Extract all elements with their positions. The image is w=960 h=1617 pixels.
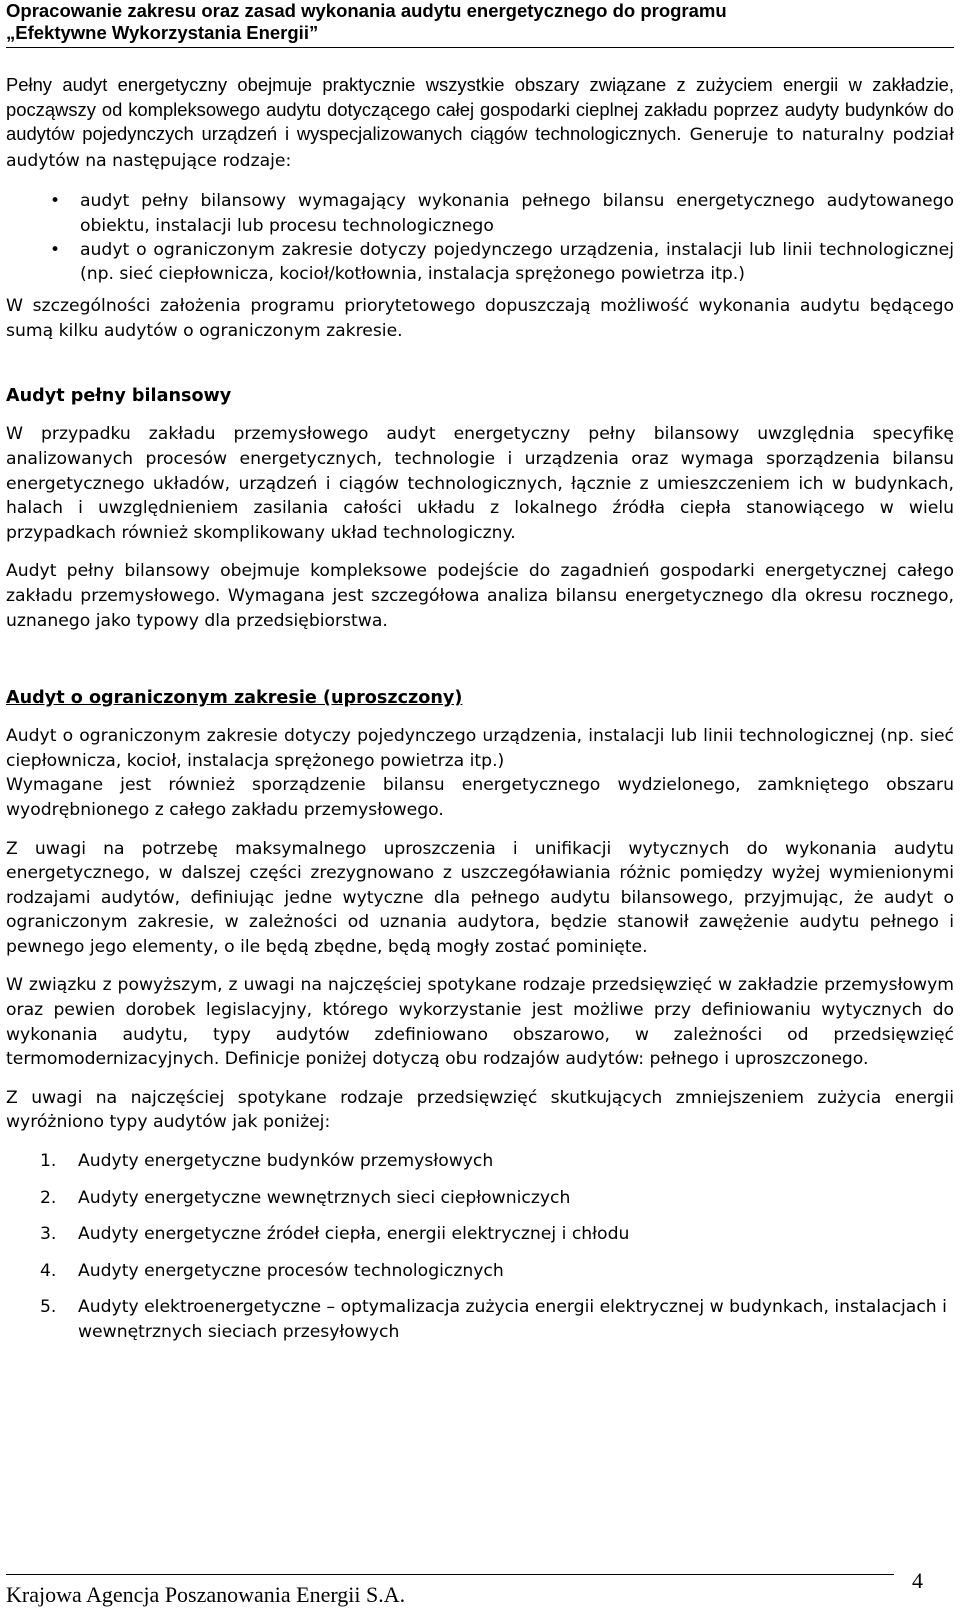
audit-type-bullet-list — [6, 189, 954, 286]
section-heading-full-audit: Audyt pełny bilansowy — [6, 386, 232, 407]
running-header — [6, 0, 954, 44]
document-body — [6, 63, 954, 1345]
list-item-text: Audyty energetyczne budynków przemysłowych — [78, 1151, 494, 1172]
footer-organization: Krajowa Agencja Poszanowania Energii S.A. — [6, 1582, 406, 1607]
list-item-number: 1. — [40, 1151, 57, 1172]
section-heading-limited-audit: Audyt o ograniczonym zakresie (uproszczony) — [6, 688, 463, 709]
numbered-list-item — [6, 1222, 954, 1247]
list-item-text: Audyty elektroenergetyczne – optymalizacja zużycia energii elektrycznej w budynkach, instalacjach i wewnętrznych sieciach przesyłowych — [78, 1297, 947, 1342]
list-item-number: 3. — [40, 1224, 57, 1245]
full-audit-paragraph-2: Audyt pełny bilansowy obejmuje kompleksowe podejście do zagadnień gospodarki energetycznej całego zakładu przemysłowego. Wymagana jest szczegółowa analiza bilansu energetycznego dla okresu rocznego, uznanego jako typowy dla przedsiębiorstwa. — [6, 561, 954, 631]
intro-paragraph-part-1: Pełny audyt energetyczny obejmuje praktycznie wszystkie obszary związane z zużyciem energii w zakładzie, począwszy od kompleksowego audytu dotyczącego całej gospodarki cieplnej zakładu poprzez audyty budynków do audytów pojedynczych urządzeń i wyspecjalizowanych ciągów technologicznych. — [6, 74, 954, 145]
list-item-number: 4. — [40, 1260, 57, 1281]
list-item-number: 2. — [40, 1187, 57, 1208]
audit-types-numbered-list — [6, 1149, 954, 1345]
numbered-list-item — [6, 1295, 954, 1344]
numbered-list-item — [6, 1186, 954, 1211]
list-item-text: Audyty energetyczne źródeł ciepła, energii elektrycznej i chłodu — [78, 1224, 630, 1245]
list-item-text: Audyty energetyczne wewnętrznych sieci ciepłowniczych — [78, 1187, 571, 1208]
header-divider — [6, 47, 954, 48]
limited-audit-paragraph-4: Z uwagi na najczęściej spotykane rodzaje przedsięwzięć skutkujących zmniejszeniem zużycia energii wyróżniono typy audytów jak poniżej: — [6, 1087, 954, 1133]
list-item-number: 5. — [40, 1297, 57, 1318]
bullet-item-full-audit: • audyt pełny bilansowy wymagający wykonania pełnego bilansu energetycznego audytowanego obiektu, instalacji lub procesu technologicznego — [6, 189, 954, 237]
limited-audit-paragraph-1a: Audyt o ograniczonym zakresie dotyczy pojedynczego urządzenia, instalacji lub linii technologicznej (np. sieć ciepłownicza, kocioł, instalacja sprężonego powietrza itp.) — [6, 726, 954, 771]
limited-audit-paragraph-2: Z uwagi na potrzebę maksymalnego uproszczenia i unifikacji wytycznych do wykonania audytu energetycznego, w dalszej części zrezygnowano z uszczegóławiania różnic pomiędzy wyżej wymienionymi rodzajami audytów, definiując jedne wytyczne dla pełnego audytu bilansowego, przyjmując, że audyt o ograniczonym zakresie, w zależności od uznania audytora, będzie stanowił zawężenie audytu pełnego i pewnego jego elementy, o ile będą zbędne, będą mogły zostać pominięte. — [6, 838, 954, 957]
limited-audit-paragraph-3: W związku z powyższym, z uwagi na najczęściej spotykane rodzaje przedsięwzięć w zakładzie przemysłowym oraz pewien dorobek legislacyjny, którego wykorzystanie jest możliwe przy definiowaniu wytycznych do wykonania audytu, typy audytów zdefiniowano obszarowo, w zależności od przedsięwzięć termomodernizacyjnych. Definicje poniżej dotyczą obu rodzajów audytów: pełnego i uproszczonego. — [6, 975, 954, 1070]
header-title-line-2: „Efektywne Wykorzystania Energii” — [6, 22, 319, 43]
intro-paragraph-part-2: Generuje to naturalny podział audytów na następujące rodzaje: — [6, 125, 955, 171]
page-number: 4 — [912, 1568, 923, 1593]
numbered-list-item — [6, 1259, 954, 1284]
footer-divider — [6, 1574, 894, 1575]
bullet-item-limited-audit: • audyt o ograniczonym zakresie dotyczy pojedynczego urządzenia, instalacji lub linii technologicznej (np. sieć ciepłownicza, kocioł/kotłownia, instalacja sprężonego powietrza itp.) — [6, 238, 954, 286]
header-title-line-1: Opracowanie zakresu oraz zasad wykonania audytu energetycznego do programu — [6, 0, 727, 21]
limited-audit-paragraph-1b: Wymagane jest również sporządzenie bilansu energetycznego wydzielonego, zamkniętego obszaru wyodrębnionego z całego zakładu przemysłowego. — [6, 775, 954, 820]
intro-program-note: W szczególności założenia programu priorytetowego dopuszczają możliwość wykonania audytu będącego sumą kilku audytów o ograniczonym zakresie. — [6, 296, 954, 341]
full-audit-paragraph-1: W przypadku zakładu przemysłowego audyt energetyczny pełny bilansowy uwzględnia specyfikę analizowanych procesów energetycznych, technologie i urządzenia oraz wymaga sporządzenia bilansu energetycznego układów, urządzeń i ciągów technologicznych, łącznie z umieszczeniem ich w budynkach, halach i uwzględnieniem zasilania całości układu z lokalnego źródła ciepła stanowiącego w wielu przypadkach również skomplikowany układ technologiczny. — [6, 424, 954, 543]
numbered-list-item — [6, 1149, 954, 1174]
intro-paragraph — [6, 73, 954, 173]
list-item-text: Audyty energetyczne procesów technologicznych — [78, 1260, 504, 1281]
